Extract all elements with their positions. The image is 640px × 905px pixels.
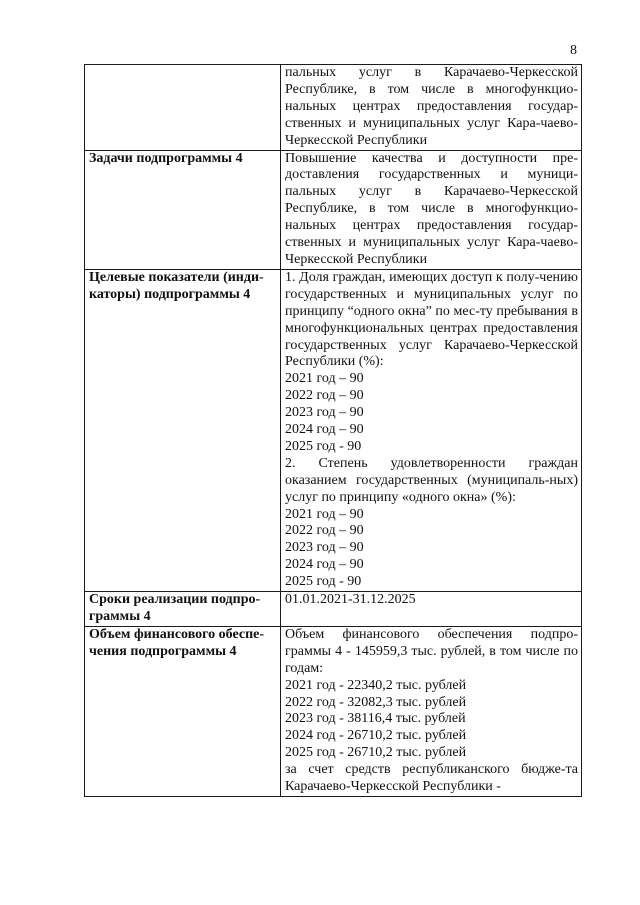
table-row-continuation — [85, 65, 582, 151]
content-line: 2022 год - 32082,3 тыс. рублей — [285, 694, 467, 710]
content-line: 2024 год - 26710,2 тыс. рублей — [285, 728, 467, 744]
content-paragraph: Повышение качества и доступности пре-доставления государственных и муници-пальных услуг в Карачаево-Черкесской Республике, в том числе в многофункцио-нальных центрах предоставления государ-ственных и муниципальных услуг Кара-чаево-Черкесской Республики — [285, 150, 578, 267]
content-line: 2022 год – 90 — [285, 388, 364, 404]
content-line: 2025 год - 90 — [285, 438, 362, 454]
content-line: 2023 год – 90 — [285, 540, 364, 556]
content-line: 2023 год - 38116,4 тыс. рублей — [285, 711, 466, 727]
content-paragraph: 2. Степень удовлетворенности граждан оказанием государственных (муниципаль-ных) услуг по принципу «одного окна» (%): — [285, 455, 578, 505]
row-content — [281, 626, 582, 796]
row-content — [281, 269, 582, 591]
row-content — [281, 592, 582, 627]
content-paragraph: Объем финансового обеспечения подпро-граммы 4 - 145959,3 тыс. рублей, в том числе по годам: — [285, 626, 578, 676]
content-line: 2023 год – 90 — [285, 405, 364, 421]
content-line: 2021 год – 90 — [285, 506, 364, 522]
row-label: Целевые показатели (инди-каторы) подпрограммы 4 — [85, 269, 281, 591]
table-row-financing — [85, 626, 582, 796]
row-label: Задачи подпрограммы 4 — [85, 150, 281, 269]
content-line: 2025 год - 26710,2 тыс. рублей — [285, 745, 467, 761]
content-line: 2024 год – 90 — [285, 422, 364, 438]
content-line: 2021 год - 22340,2 тыс. рублей — [285, 677, 467, 693]
content-paragraph: 1. Доля граждан, имеющих доступ к полу-чению государственных и муниципальных услуг по принципу “одного окна” по мес-ту пребывания в многофункциональных центрах предоставления государственных услуг Карачаево-Черкесской Республики (%): — [285, 269, 578, 370]
content-line: 2022 год – 90 — [285, 523, 364, 539]
table-row-tasks — [85, 150, 582, 269]
content-line: 01.01.2021-31.12.2025 — [285, 592, 416, 608]
content-paragraph: за счет средств республиканского бюдже-та Карачаево-Черкесской Республики - — [285, 762, 578, 795]
table-row-terms — [85, 592, 582, 627]
row-label-empty — [85, 65, 281, 151]
row-content — [281, 150, 582, 269]
content-line: 2025 год - 90 — [285, 574, 362, 590]
subprogram-passport-table — [84, 64, 582, 797]
content-line: 2021 год – 90 — [285, 371, 364, 387]
table-row-indicators — [85, 269, 582, 591]
content-paragraph: пальных услуг в Карачаево-Черкесской Республике, в том числе в многофункцио-нальных центрах предоставления государ-ственных и муниципальных услуг Кара-чаево-Черкесской Республики — [285, 65, 578, 148]
page-number: 8 — [570, 43, 577, 58]
content-line: 2024 год – 90 — [285, 557, 364, 573]
row-content — [281, 65, 582, 151]
row-label: Объем финансового обеспе-чения подпрограммы 4 — [85, 626, 281, 796]
row-label: Сроки реализации подпро-граммы 4 — [85, 592, 281, 627]
